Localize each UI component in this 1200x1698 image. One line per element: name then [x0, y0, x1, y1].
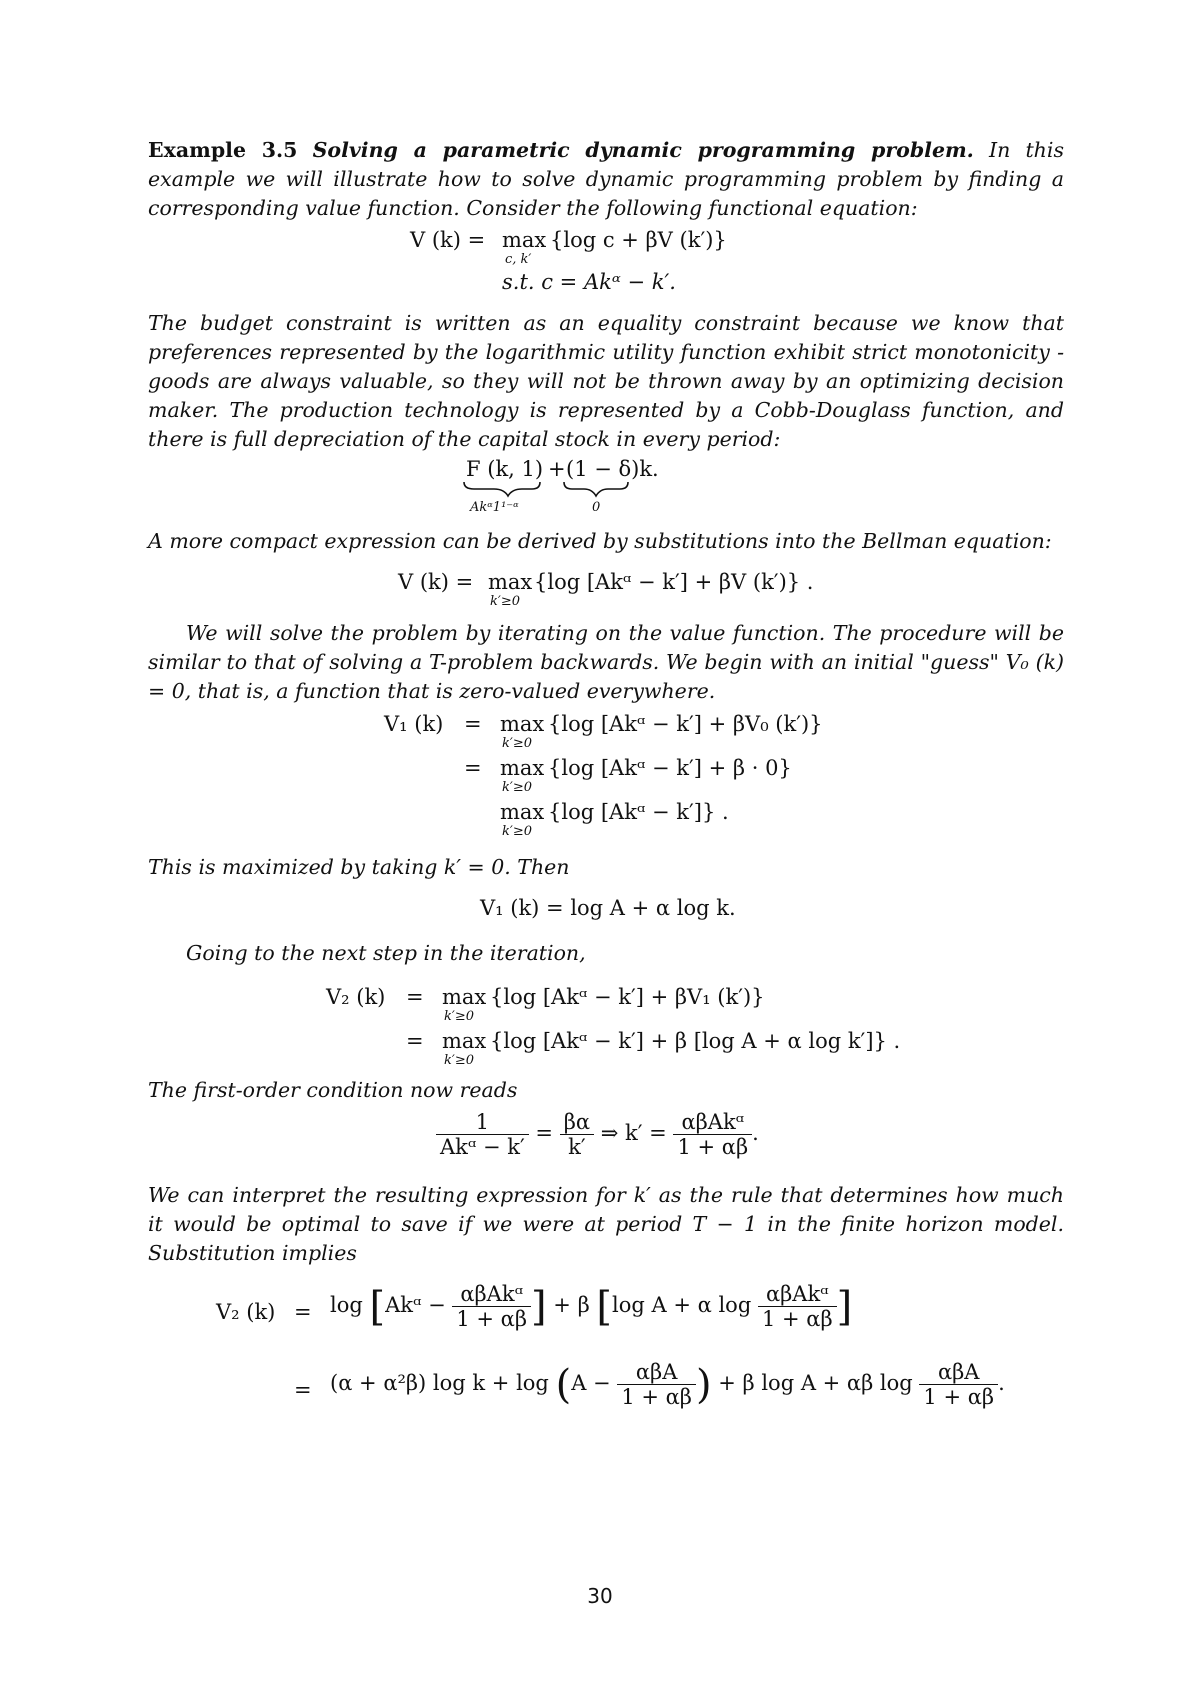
eq4-max-3: max — [500, 800, 545, 824]
eq8-frac-3: $\frac{\text{αβA}}{1 + \alpha\beta}$ — [617, 1360, 696, 1409]
eq4-max-sub-1: k′≥0 — [502, 736, 532, 751]
paragraph-compact: A more compact expression can be derived by substitutions into the Bellman equation: — [148, 529, 1052, 553]
eq3-max: max — [488, 570, 533, 594]
eq8-line-2: (α + α²β) log k + log (A − $\frac{\text{αβA}}{1 + \alpha\beta}$ ) + β log A + αβ log $\frac{\text{αβA}}{1 + \alpha\beta}$ . — [330, 1360, 1005, 1409]
eq4-equals-1: = — [464, 712, 482, 736]
eq4-lhs: V₁ (k) — [384, 712, 444, 736]
eq6-max-2: max — [442, 1029, 487, 1053]
eq2-plus: + — [548, 457, 566, 481]
eq4-max-1: max — [500, 712, 545, 736]
eq2-brace-label-1: Akᵅ1¹⁻ᵅ — [470, 500, 519, 515]
eq8-frac-4: $\frac{\text{αβA}}{1 + \alpha\beta}$ — [919, 1360, 998, 1409]
eq1-constraint: s.t. c = Akᵅ − k′. — [502, 270, 676, 294]
eq4-equals-2: = — [464, 756, 482, 780]
eq1-rhs: {log c + βV (k′)} — [550, 228, 727, 252]
eq8-line-1: log [Akᵅ − $\frac{\text{αβAkᵅ}}{1 + \alpha\beta}$ ] + β [log A + α log $\frac{\text{αβAkᵅ}}{1 + \alpha\beta}$ ] — [330, 1282, 853, 1331]
eq7-frac-2: $\frac{\beta\alpha}{k'}$ — [560, 1110, 594, 1159]
eq8-equals-1: = — [294, 1300, 312, 1324]
eq4-line-3: {log [Akᵅ − k′]} . — [548, 800, 729, 824]
eq8-frac-2: $\frac{\text{αβAkᵅ}}{1 + \alpha\beta}$ — [758, 1282, 837, 1331]
eq2-brace-label-2: 0 — [592, 500, 601, 515]
eq4-max-2: max — [500, 756, 545, 780]
page-number: 30 — [587, 1584, 613, 1608]
underbrace-graphic — [460, 480, 650, 500]
eq8-equals-2: = — [294, 1378, 312, 1402]
eq6-max-sub-2: k′≥0 — [444, 1053, 474, 1068]
eq4-line-2: {log [Akᵅ − k′] + β · 0} — [548, 756, 792, 780]
eq8-lhs: V₂ (k) — [216, 1300, 276, 1324]
example-intro: In this example we will illustrate how to solve dynamic programming problem by finding a corresponding value function. Consider the following functional equation: — [148, 138, 1064, 220]
eq3-max-subscript: k′≥0 — [490, 594, 520, 609]
eq6-lhs: V₂ (k) — [326, 985, 386, 1009]
eq6-line-2: {log [Akᵅ − k′] + β [log A + α log k′]} . — [490, 1029, 901, 1053]
eq4-max-sub-2: k′≥0 — [502, 780, 532, 795]
paragraph-maximized: This is maximized by taking k′ = 0. Then — [148, 855, 570, 879]
eq2-term2: (1 − δ)k. — [566, 457, 659, 481]
eq1-max: max — [502, 228, 547, 252]
eq8-frac-1: $\frac{\text{αβAkᵅ}}{1 + \alpha\beta}$ — [452, 1282, 531, 1331]
eq2-term1: F (k, 1) — [466, 457, 544, 481]
eq6-equals-1: = — [406, 985, 424, 1009]
eq3-rhs: {log [Akᵅ − k′] + βV (k′)} . — [534, 570, 814, 594]
eq1-lhs: V (k) = — [410, 228, 486, 252]
eq6-line-1: {log [Akᵅ − k′] + βV₁ (k′)} — [490, 985, 765, 1009]
paragraph-interpret: We can interpret the resulting expression for k′ as the rule that determines how much it would be optimal to save if we were at period T − 1 in the finite horizon model. Substitution implies — [148, 1183, 1064, 1265]
paragraph-next-step: Going to the next step in the iteration, — [186, 941, 586, 965]
eq7-frac-3: $\frac{\text{αβAkᵅ}}{1 + \alpha\beta}$ — [673, 1110, 752, 1159]
eq7-frac-1: $\frac{1}{\text{Akᵅ − k′}}$ — [436, 1110, 529, 1159]
eq6-equals-2: = — [406, 1029, 424, 1053]
paragraph-budget: The budget constraint is written as an equality constraint because we know that preferences represented by the logarithmic utility function exhibit strict monotonicity - goods are always valuable, so they will not be thrown away by an optimizing decision maker. The production technology is represented by a Cobb-Douglass function, and there is full depreciation of the capital stock in every period: — [148, 311, 1064, 451]
eq7: $\frac{1}{\text{Akᵅ − k′}}$ = $\frac{\beta\alpha}{k'}$ ⇒ k′ = $\frac{\text{αβAkᵅ}}{1 + \alpha\beta}$ . — [436, 1110, 759, 1159]
eq6-max-sub-1: k′≥0 — [444, 1009, 474, 1024]
eq1-max-subscript: c, k′ — [505, 252, 532, 267]
example-title: Solving a parametric dynamic programming problem. — [312, 138, 974, 162]
paragraph-iteration: We will solve the problem by iterating on the value function. The procedure will be similar to that of solving a T-problem backwards. We begin with an initial "guess" V₀ (k) = 0, that is, a function that is zero-valued everywhere. — [148, 621, 1064, 703]
eq4-max-sub-3: k′≥0 — [502, 824, 532, 839]
eq4-line-1: {log [Akᵅ − k′] + βV₀ (k′)} — [548, 712, 823, 736]
example-paragraph — [148, 136, 1064, 223]
eq6-max-1: max — [442, 985, 487, 1009]
example-label: Example 3.5 — [148, 138, 298, 162]
eq3-lhs: V (k) = — [398, 570, 474, 594]
eq5: V₁ (k) = log A + α log k. — [480, 896, 736, 920]
paragraph-foc: The first-order condition now reads — [148, 1078, 518, 1102]
